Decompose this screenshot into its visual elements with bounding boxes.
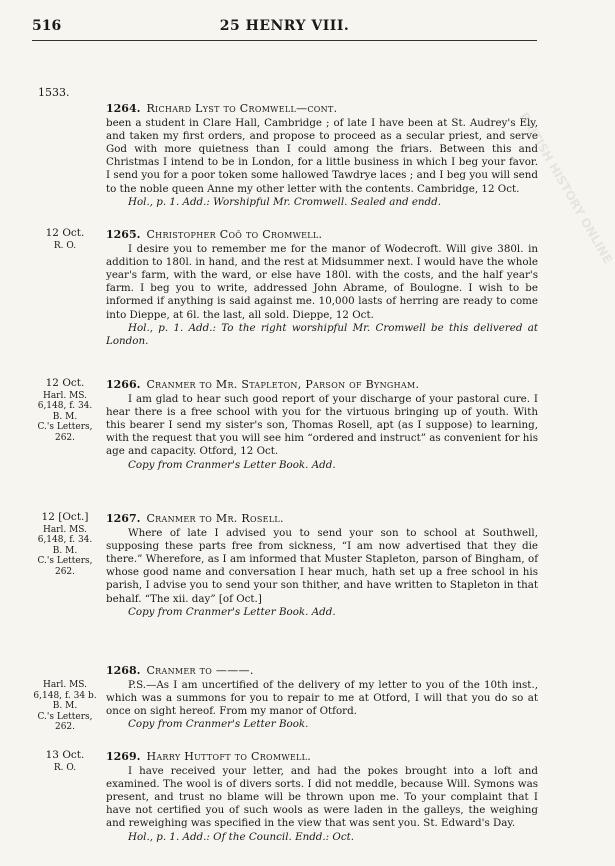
entry-margin [30, 378, 100, 443]
source-ref: C.'s Letters, [37, 422, 93, 432]
entry-margin [30, 750, 100, 773]
entry-number: 1267. [106, 512, 141, 525]
watermark-text: BRITISH HISTORY ONLINE [516, 110, 615, 266]
entry-heading [106, 102, 538, 115]
source-ref: 6,148, f. 34 b. [33, 690, 97, 701]
source-ref: C.'s Letters, [37, 711, 93, 722]
entry-text: P.S.—As I am uncertified of the delivery of my letter to you of the 10th inst., which was a summons for you to repair to me at Otford, I will that you do so at once on sight hereof. From my manor of Otford. [106, 679, 538, 718]
entry-note: Copy from Cranmer's Letter Book. Add. [128, 458, 336, 471]
entry-title: Cranmer to Mr. Rosell. [146, 512, 284, 525]
entry-body [106, 378, 538, 472]
header-rule [32, 40, 537, 41]
entry-number: 1266. [106, 378, 141, 391]
entry-margin [30, 680, 100, 733]
entry-date: 13 Oct. [45, 749, 85, 761]
entry-margin [30, 228, 100, 251]
entry-note: Hol., p. 1. Add.: Of the Council. Endd.: Oct. [128, 830, 355, 843]
entry-number: 1265. [106, 228, 141, 241]
source-ref: 262. [54, 566, 76, 577]
page-number: 516 [32, 18, 62, 34]
source-ref: Harl. MS. [42, 524, 88, 535]
entry-text: I am glad to hear such good report of your discharge of your pastoral cure. I hear there is a free school with you for the virtuous bringing up of youth. With this bearer I send my sister's son, Thomas Rosell, apt (as I suppose) to learning, with the request that you will see him “ordered and instruct” as convenient for his age and capacity. Otford, 12 Oct. [106, 393, 538, 458]
entry-text: I have received your letter, and had the pokes brought into a loft and examined. The wool is of divers sorts. I did not meddle, because Will. Symons was present, and trust no blame will be thrown upon me. To your complaint that I have not certified you of such wools as were laden in the galleys, the weighing and reweighing was specified in the view that was sent you. St. Edward's Day. [106, 765, 538, 830]
source-ref: B. M. [52, 411, 78, 422]
entry-margin [30, 512, 100, 577]
entry-number: 1268. [106, 664, 141, 677]
entry-title: Harry Huttoft to Cromwell. [146, 750, 312, 763]
entry-heading [106, 664, 538, 677]
entry-title: Cranmer to ———. [146, 664, 254, 677]
entry-date: 12 [Oct.] [41, 511, 89, 523]
entry-text: Where of late I advised you to send your son to school at Southwell, supposing these parts free from sickness, “I am now advertised that they die there.” Wherefore, as I am informed that Muster Stapleton, parson of Bingham, of whose good name and conversation I hear much, hath set up a free school in his parish, I advise you to send your son thither, and have written to Stapleton in that behalf. “The xii. day” [of Oct.] [106, 527, 538, 605]
entry-note: Hol., p. 1. Add.: To the right worshipful Mr. Cromwell be this delivered at London. [106, 321, 538, 347]
entry-title: Richard Lyst to Cromwell—cont. [146, 102, 338, 115]
source-ref: B. M. [52, 545, 78, 556]
entry-title: Christopher Coō to Cromwell. [146, 228, 323, 241]
source-ref: C.'s Letters, [37, 556, 93, 566]
source-ref: 262. [54, 722, 76, 732]
source-ref: Harl. MS. [42, 390, 88, 401]
entry-text: I desire you to remember me for the manor of Wodecroft. Will give 380l. in addition to 180l. in hand, and the rest at Midsummer next. I would have the whole year's farm, with the ward, or else have 180l. with the costs, and the half year's farm. I beg you to write, addressed John Abrame, of Boulogne. I wish to be informed if anything is said against me. 10,000 lasts of herring are ready to come into Dieppe, at 6l. the last, all sold. Dieppe, 12 Oct. [106, 243, 538, 321]
page-header [32, 14, 537, 38]
entry-note: Copy from Cranmer's Letter Book. Add. [128, 605, 336, 618]
running-title: 25 HENRY VIII. [219, 18, 350, 34]
entry-body [106, 102, 538, 209]
entry-note: Copy from Cranmer's Letter Book. [128, 718, 309, 731]
source-ref: Harl. MS. [42, 680, 88, 690]
entry-text: been a student in Clare Hall, Cambridge ; of late I have been at St. Audrey's Ely, and taken my first orders, and propose to proceed as a secular priest, and serve God with more quietness than I could among the friars. Between this and Christmas I intend to be in London, for a little business in which I beg your favor. I send you for a poor token some hallowed Tawdrye laces ; and I beg you will send to the noble queen Anne my other letter with the contents. Cambridge, 12 Oct. [106, 117, 538, 195]
entry-body [106, 664, 538, 731]
source-ref: R. O. [53, 240, 77, 251]
entry-number: 1269. [106, 750, 141, 763]
entry-body [106, 750, 538, 844]
source-ref: 6,148, f. 34. [37, 535, 93, 545]
year-marker: 1533. [38, 86, 70, 99]
entry-heading [106, 378, 538, 391]
source-ref: R. O. [53, 762, 77, 773]
entry-body [106, 228, 538, 348]
entry-title: Cranmer to Mr. Stapleton, Parson of Byngham. [146, 378, 420, 391]
entry-body [106, 512, 538, 619]
entry-date: 12 Oct. [45, 227, 85, 239]
entry-heading [106, 750, 538, 763]
entry-heading [106, 228, 538, 241]
entry-number: 1264. [106, 102, 141, 115]
source-ref: B. M. [52, 701, 78, 711]
watermark [516, 110, 615, 670]
entry-note: Hol., p. 1. Add.: Worshipful Mr. Cromwell. Sealed and endd. [128, 195, 442, 208]
entry-heading [106, 512, 538, 525]
source-ref: 262. [54, 432, 76, 443]
source-ref: 6,148, f. 34. [37, 401, 93, 411]
entry-date: 12 Oct. [45, 377, 85, 389]
